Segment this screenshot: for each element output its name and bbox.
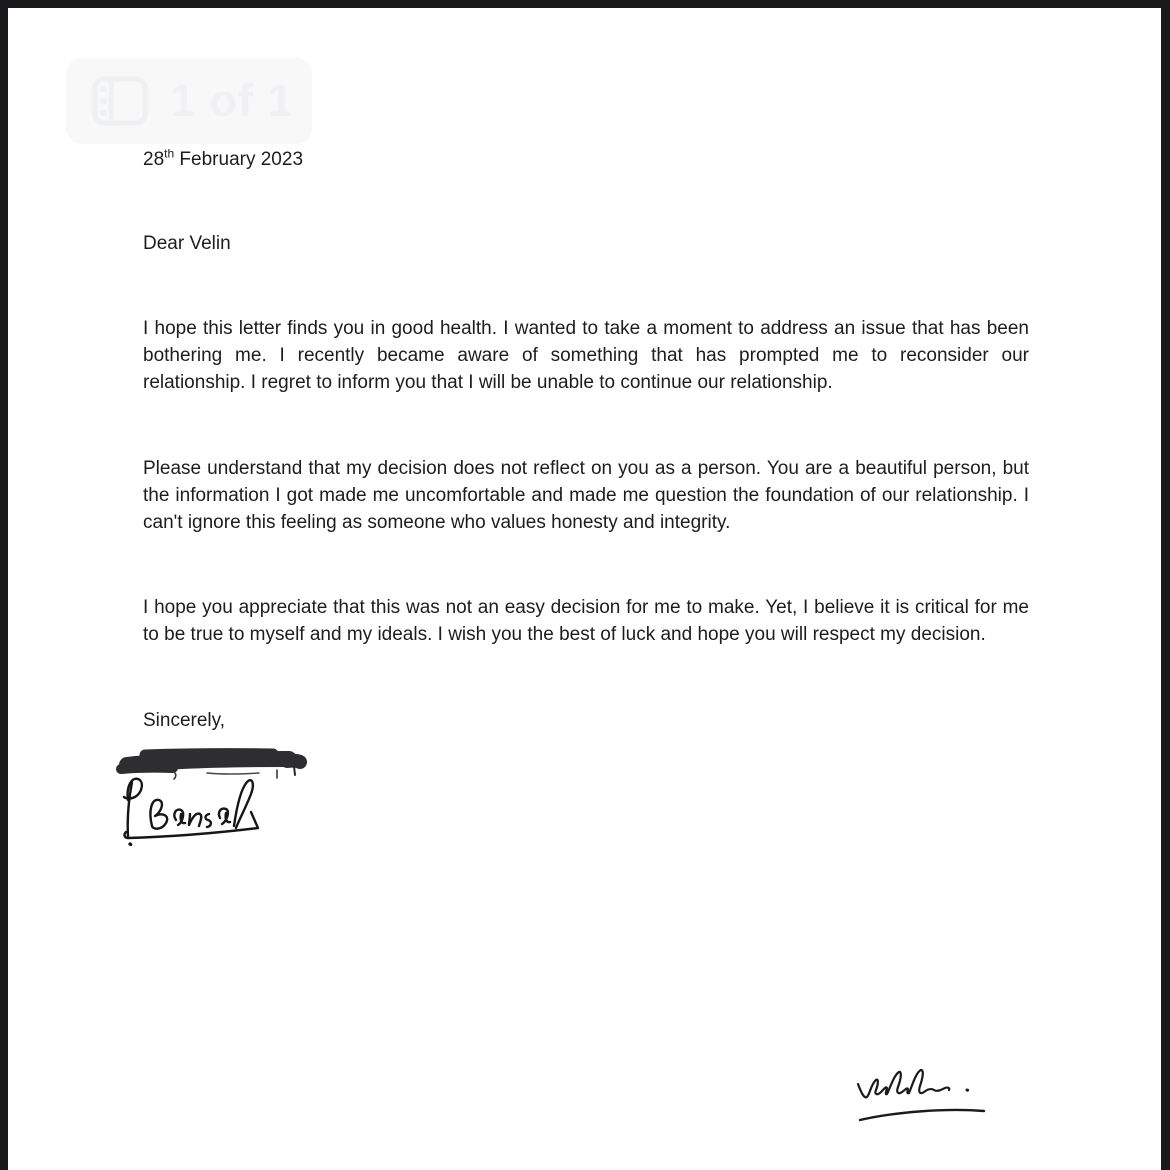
closing: Sincerely, [143,710,226,731]
sidebar-thumbnails-icon[interactable] [92,76,148,126]
recipient-signature [850,1062,1008,1141]
salutation: Dear Velin [143,233,231,254]
date-month-year: February 2023 [174,149,304,170]
page-indicator[interactable] [66,58,312,144]
document-page [8,8,1161,1170]
letter-date [143,146,1029,173]
date-day: 28 [143,149,165,170]
sender-signature [108,770,280,865]
page-indicator-label: 1 of 1 [170,75,294,126]
paragraph-2: Please understand that my decision does not reflect on you as a person. You are a beautiful person, but the information I got made me uncomfortable and made me question the foundation of our relationship. I can't ignore this feeling as someone who values honesty and integrity. [143,458,1029,533]
paragraph-1: I hope this letter finds you in good health. I wanted to take a moment to address an issue that has been bothering me. I recently became aware of something that has prompted me to reconsider our relationship. I regret to inform you that I will be unable to continue our relationship. [143,318,1029,393]
paragraph-3: I hope you appreciate that this was not an easy decision for me to make. Yet, I believe it is critical for me to be true to myself and my ideals. I wish you the best of luck and hope you will respect my decision. [143,597,1029,645]
date-ordinal: th [164,146,175,161]
